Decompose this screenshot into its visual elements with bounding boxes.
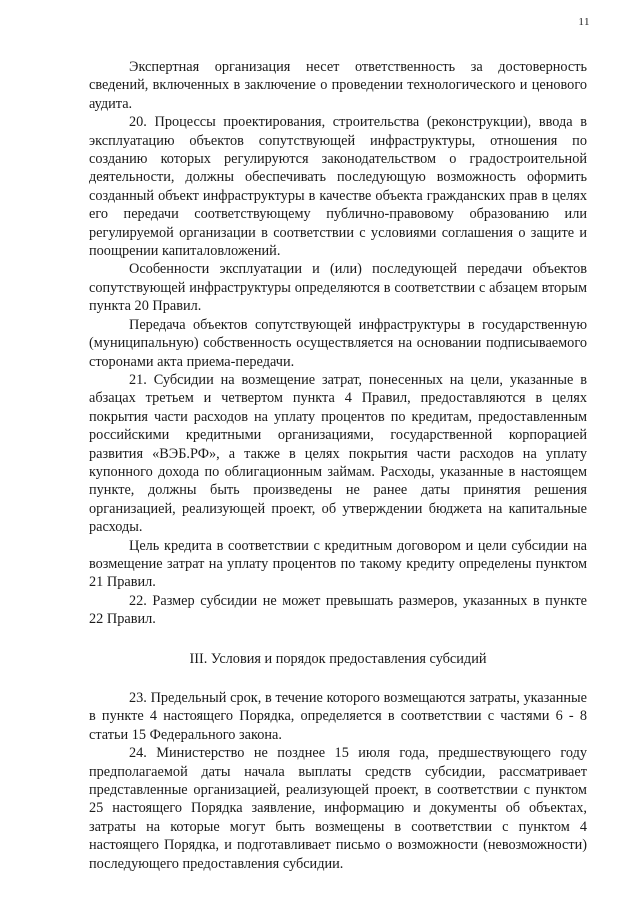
paragraph-21: 21. Субсидии на возмещение затрат, понесенных на цели, указанные в абзацах третьем и четвертом пункта 4 Правил, предоставляются в целях покрытия части расходов на уплату процентов по кредитам, предоставленным российскими кредитными организациями, государственной корпорацией развития «ВЭБ.РФ», а также в целях покрытия части расходов на уплату купонного дохода по облигационным займам. Расходы, указанные в настоящем пункте, должны быть произведены не ранее даты принятия решения организацией, реализующей проект, об утверждении бюджета на капитальные расходы. — [89, 371, 587, 536]
paragraph-21-credit-purpose: Цель кредита в соответствии с кредитным договором и цели субсидии на возмещение затрат на уплату процентов по такому кредиту определены пунктом 21 Правил. — [89, 537, 587, 591]
section-heading: III. Условия и порядок предоставления субсидий — [189, 650, 487, 667]
paragraph-expert-responsibility: Экспертная организация несет ответственность за достоверность сведений, включенных в заключение о проведении технологического и ценового аудита. — [89, 59, 587, 112]
paragraph-20-exploitation: Особенности эксплуатации и (или) последующей передачи объектов сопутствующей инфраструктуры определяются в соответствии с абзацем вторым пункта 20 Правил. — [89, 261, 587, 315]
paragraph-23: 23. Предельный срок, в течение которого возмещаются затраты, указанные в пункте 4 настоящего Порядка, определяется в соответствии с частями 6 - 8 статьи 15 Федерального закона. — [89, 690, 587, 743]
paragraph-24: 24. Министерство не позднее 15 июля года, предшествующего году предполагаемой даты начала выплаты средств субсидии, рассматривает представленные организацией, реализующей проект, в соответствии с пунктом 25 настоящего Порядка заявление, информацию и документы об объектах, затраты на которые могут быть возмещены в соответствии с пунктом 4 настоящего Порядка, и подготавливает письмо о возможности (невозможности) последующего предоставления субсидии. — [89, 745, 587, 872]
page-number: 11 — [578, 16, 590, 28]
document-body — [89, 58, 587, 873]
paragraph-20: 20. Процессы проектирования, строительства (реконструкции), ввода в эксплуатацию объектов сопутствующей инфраструктуры, отношения по созданию которых регулируются законодательством о градостроительной деятельности, должны обеспечивать последующую возможность оформить созданный объект инфраструктуры в качестве объекта гражданских прав в целях его передачи соответствующему публично-правовому образованию или регулируемой организации в соответствии с условиями соглашения о защите и поощрении капиталовложений. — [89, 114, 587, 260]
paragraph-22: 22. Размер субсидии не может превышать размеров, указанных в пункте 22 Правил. — [89, 592, 587, 628]
paragraph-20-transfer: Передача объектов сопутствующей инфраструктуры в государственную (муниципальную) собственность осуществляется на основании подписываемого сторонами акта приема-передачи. — [89, 316, 587, 370]
